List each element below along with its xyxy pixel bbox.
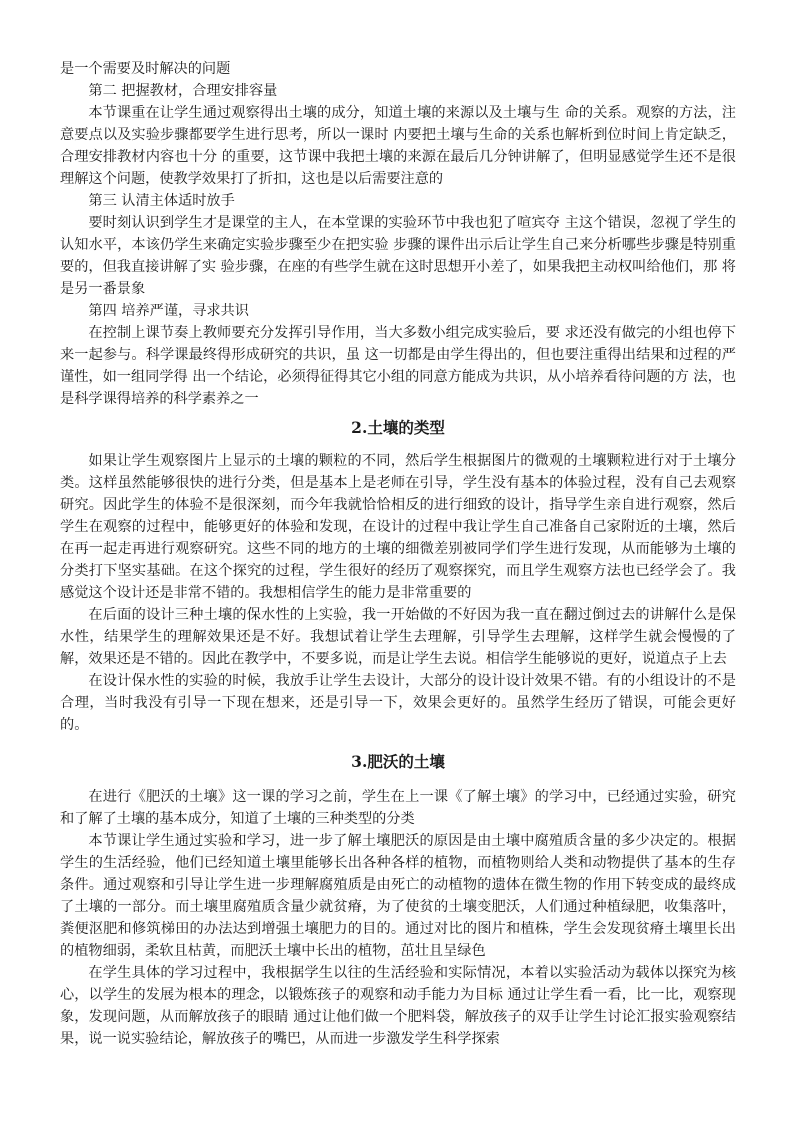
document-page — [60, 58, 736, 1050]
lead-paragraph: 是一个需要及时解决的问题 — [60, 61, 231, 77]
subheading-fourth: 第四 培养严谨，寻求共识 — [88, 303, 249, 319]
paragraph: 本节课重在让学生通过观察得出土壤的成分，知道土壤的来源以及土壤与生 命的关系。观察的方法，注意要点以及实验步骤都要学生进行思考，所以一课时 内要把土壤与生命的关系也解析到位时间上肯定缺乏，合理安排教材内容也十分 的重要，这节课中我把土壤的来源在最后几分钟讲解了，但明显感觉学生还不是很理解这个问题，使教学效果打了折扣，这也是以后需要注意的 — [60, 105, 736, 187]
paragraph: 在设计保水性的实验的时候，我放手让学生去设计，大部分的设计设计效果不错。有的小组设计的不是合理，当时我没有引导一下现在想来，还是引导一下，效果会更好的。虽然学生经历了错误，可能会更好的。 — [60, 673, 736, 733]
section-title-soil-types: 2.土壤的类型 — [351, 418, 445, 437]
paragraph: 在后面的设计三种土壤的保水性的上实验，我一开始做的不好因为我一直在翻过倒过去的讲解什么是保水性，结果学生的理解效果还是不好。我想试着让学生去理解，引导学生去理解，这样学生就会慢慢的了解，效果还是不错的。因此在教学中，不要多说，而是让学生去说。相信学生能够说的更好，说道点子上去 — [60, 607, 736, 667]
paragraph: 在学生具体的学习过程中，我根据学生以往的生活经验和实际情况，本着以实验活动为载体以探究为核心，以学生的发展为根本的理念，以锻炼孩子的观察和动手能力为目标 通过让学生看一看，比一比，观察现象，发现问题，从而解放孩子的眼睛 通过让他们做一个肥料袋，解放孩子的双手让学生讨论汇报实验观察结果，说一说实验结论，解放孩子的嘴巴，从而进一步激发学生科学探索 — [60, 965, 736, 1047]
paragraph: 本节课让学生通过实验和学习，进一步了解土壤肥沃的原因是由土壤中腐殖质含量的多少决定的。根据学生的生活经验，他们已经知道土壤里能够长出各种各样的植物，而植物则给人类和动物提供了基本的生存条件。通过观察和引导让学生进一步理解腐殖质是由死亡的动植物的遗体在微生物的作用下转变成的最终成了土壤的一部分。而土壤里腐殖质含量少就贫瘠，为了使贫的土壤变肥沃，人们通过种植绿肥，收集落叶，粪便沤肥和修筑梯田的办法达到增强土壤肥力的目的。通过对比的图片和植株，学生会发现贫瘠土壤里长出的植物细弱，柔软且枯黄，而肥沃土壤中长出的植物，茁壮且呈绿色 — [60, 833, 736, 959]
section-title-fertile-soil: 3.肥沃的土壤 — [351, 752, 445, 771]
paragraph: 在控制上课节奏上教师要充分发挥引导作用，当大多数小组完成实验后，要 求还没有做完的小组也停下来一起参与。科学课最终得形成研究的共识，虽 这一切都是由学生得出的，但也要注重得出结果和过程的严谨性，如一组同学得 出一个结论，必须得征得其它小组的同意方能成为共识，从小培养看待问题的方 法，也是科学课得培养的科学素养之一 — [60, 325, 736, 407]
paragraph: 在进行《肥沃的土壤》这一课的学习之前，学生在上一课《了解土壤》的学习中，已经通过实验，研究和了解了土壤的基本成分，知道了土壤的三种类型的分类 — [60, 789, 736, 827]
subheading-second: 第二 把握教材，合理安排容量 — [88, 83, 278, 99]
paragraph: 要时刻认识到学生才是课堂的主人，在本堂课的实验环节中我也犯了喧宾夺 主这个错误，忽视了学生的认知水平，本该仍学生来确定实验步骤至少在把实验 步骤的课件出示后让学生自己来分析哪些步骤是特别重要的，但我直接讲解了实 验步骤，在座的有些学生就在这时思想开小差了，如果我把主动权叫给他们，那 将是另一番景象 — [60, 215, 736, 297]
subheading-third: 第三 认清主体适时放手 — [88, 193, 235, 209]
paragraph: 如果让学生观察图片上显示的土壤的颗粒的不同，然后学生根据图片的微观的土壤颗粒进行对于土壤分类。这样虽然能够很快的进行分类，但是基本上是老师在引导，学生没有基本的体验过程，没有自己去观察研究。因此学生的体验不是很深刻，而今年我就恰恰相反的进行细致的设计，指导学生亲自进行观察，然后学生在观察的过程中，能够更好的体验和发现，在设计的过程中我让学生自己准备自己家附近的土壤，然后在再一起走再进行观察研究。这些不同的地方的土壤的细微差别被同学们学生进行发现，从而能够为土壤的分类打下坚实基础。在这个探究的过程，学生很好的经历了观察探究，而且学生观察方法也已经学会了。我感觉这个设计还是非常不错的。我想相信学生的能力是非常重要的 — [60, 453, 736, 601]
